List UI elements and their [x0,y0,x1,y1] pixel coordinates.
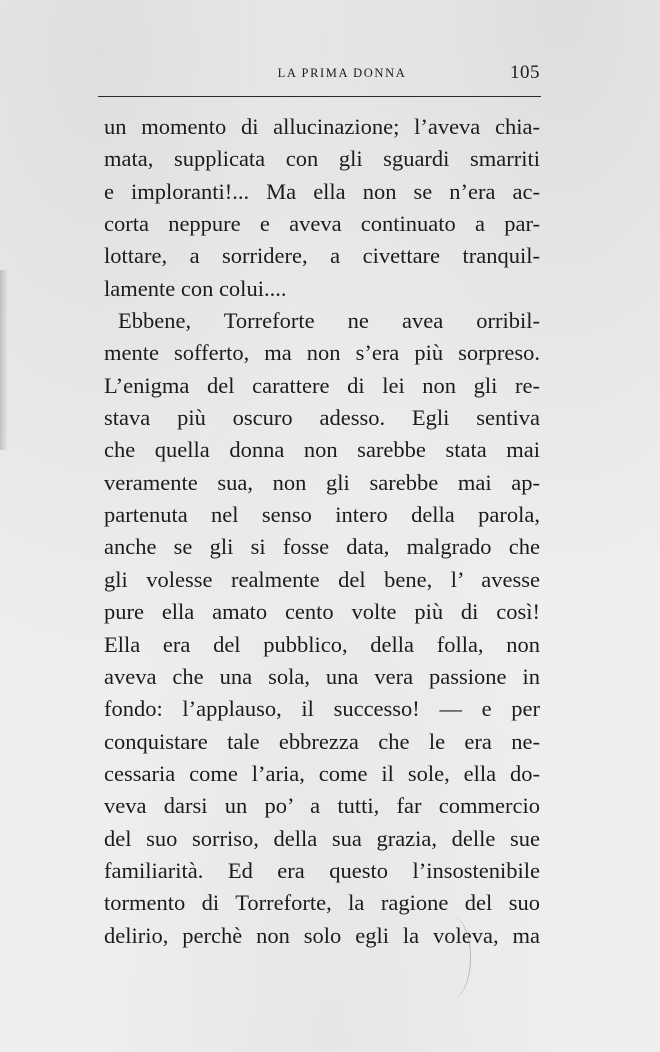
text-line: mata, supplicata con gli sguardi smarriti [104,146,540,172]
text-line: pure ella amato cento volte più di così! [104,599,540,625]
page-header [104,62,540,92]
text-line: del suo sorriso, della sua grazia, delle sue [104,825,540,851]
text-line: lottare, a sorridere, a civettare tranquil- [104,243,540,269]
text-line: partenuta nel senso intero della parola, [104,502,540,528]
text-line: Ebbene, Torreforte ne avea orribil- [118,308,540,334]
text-line: che quella donna non sarebbe stata mai [104,437,540,463]
text-line: cessaria come l’aria, come il sole, ella do- [104,760,540,786]
text-line: tormento di Torreforte, la ragione del suo [104,890,540,916]
text-line: veva darsi un po’ a tutti, far commercio [104,793,540,819]
text-line: familiarità. Ed era questo l’insostenibile [104,857,540,883]
text-line: fondo: l’applauso, il successo! — e per [104,696,540,722]
paper-stain [430,915,471,1000]
text-line: mente sofferto, ma non s’era più sorpreso. [104,340,540,366]
text-line: stava più oscuro adesso. Egli sentiva [104,405,540,431]
text-line: aveva che una sola, una vera passione in [104,663,540,689]
text-line: e imploranti!... Ma ella non se n’era ac- [104,178,540,204]
text-line: anche se gli si fosse data, malgrado che [104,534,540,560]
text-line: corta neppure e aveva continuato a par- [104,211,540,237]
text-line: un momento di allucinazione; l’aveva chia- [104,114,540,139]
page-edge-shadow [0,270,8,450]
header-rule [98,96,541,97]
running-title: LA PRIMA DONNA [277,66,407,80]
text-line: conquistare tale ebbrezza che le era ne- [104,728,540,754]
text-line: delirio, perchè non solo egli la voleva, ma [104,922,540,948]
text-line: Ella era del pubblico, della folla, non [104,631,540,657]
body-text [104,111,540,952]
page-number: 105 [510,62,540,83]
text-line: veramente sua, non gli sarebbe mai ap- [104,469,540,495]
text-line: lamente con colui.... [104,275,287,301]
text-line: gli volesse realmente del bene, l’ avesse [104,566,540,592]
text-line: L’enigma del carattere di lei non gli re- [104,372,540,398]
